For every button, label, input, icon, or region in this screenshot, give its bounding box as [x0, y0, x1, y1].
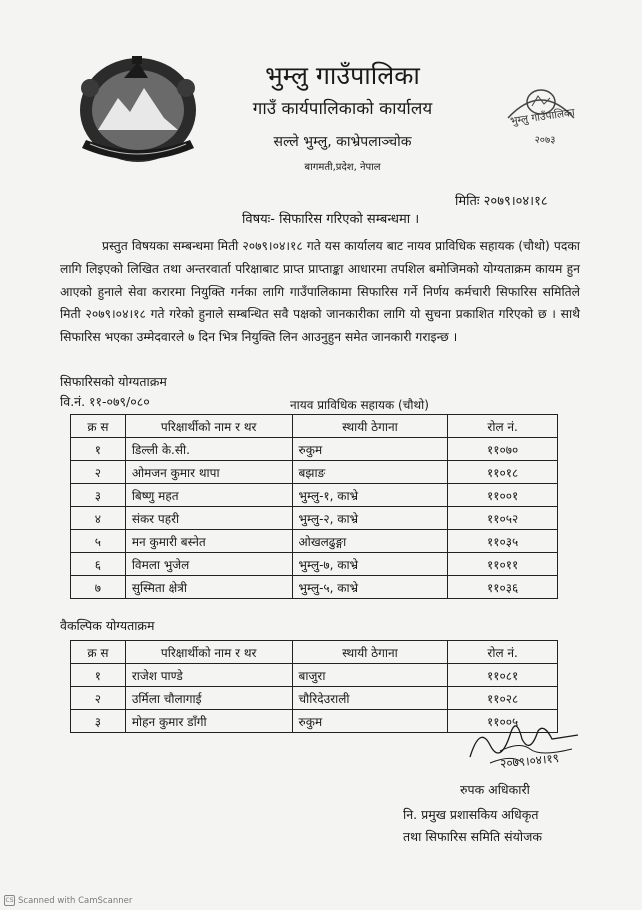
cell-address: रुकुम	[292, 710, 448, 733]
stamp-text: भुम्लु गाउँपालिका	[509, 106, 576, 128]
cell-sn: ७	[71, 576, 126, 599]
table-row	[71, 438, 558, 461]
nepal-emblem-icon	[68, 48, 208, 166]
cell-address: ओखलढुङ्गा	[292, 530, 448, 553]
cell-sn: १	[71, 664, 126, 687]
signature-date: २०७९।०४।१९	[499, 750, 560, 772]
cell-roll: ११०५२	[448, 507, 558, 530]
cell-address: भुम्लु-७, काभ्रे	[292, 553, 448, 576]
cell-roll: ११००१	[448, 484, 558, 507]
cell-name: सुस्मिता क्षेत्री	[125, 576, 292, 599]
col-name-header: परिक्षार्थीको नाम र थर	[125, 415, 292, 438]
cell-name: डिल्ली के.सी.	[125, 438, 292, 461]
municipality-name: भुम्लु गाउँपालिका	[265, 61, 420, 90]
cell-name: बिष्णु महत	[125, 484, 292, 507]
letter-body	[60, 235, 580, 349]
signatory-name: रुपक अधिकारी	[460, 782, 530, 797]
table-row	[71, 664, 558, 687]
office-address: सल्ले भुम्लु, काभ्रेपलाञ्चोक	[273, 134, 412, 150]
cell-address: चौरिदेउराली	[292, 687, 448, 710]
cell-sn: ३	[71, 484, 126, 507]
cell-name: ओमजन कुमार थापा	[125, 461, 292, 484]
cell-name: विमला भुजेल	[125, 553, 292, 576]
table-row	[71, 461, 558, 484]
body-paragraph: प्रस्तुत विषयका सम्बन्धमा मिती २०७९।०४।१८ गते यस कार्यालय बाट नायव प्राविधिक सहायक (चौथो) पदका लागि लिइएको लिखित तथा अन्तरवार्ता परिक्षाबाट प्राप्त प्राप्ताङ्का आधारमा तपशिल बमोजिमको योग्यताक्रम कायम हुन आएको हुनाले सेवा करारमा नियुक्ति गर्नका लागि गाउँपालिकामा सिफारिस गर्ने निर्णय कर्मचारी सिफारिस समितिले मिती २०७९।०४।१८ गते गरेको हुनाले सम्बन्धित सवै पक्षको जानकारीका लागि यो सुचना प्रकाशित गरिएको छ । साथै सिफारिस भएका उम्मेदवारले ७ दिन भित्र नियुक्ति लिन आउनुहुन समेत जानकारी गराइन्छ ।	[60, 239, 580, 345]
letter-date: मितिः २०७९।०४।१८	[455, 194, 548, 209]
cell-roll: ११०७०	[448, 438, 558, 461]
cell-address: भुम्लु-५, काभ्रे	[292, 576, 448, 599]
cell-address: बझाङ	[292, 461, 448, 484]
cell-roll: ११०३६	[448, 576, 558, 599]
cell-roll: ११०८१	[448, 664, 558, 687]
cell-roll: ११००५	[448, 710, 558, 733]
cell-sn: ३	[71, 710, 126, 733]
cell-sn: २	[71, 687, 126, 710]
col-roll-header: रोल नं.	[448, 641, 558, 664]
cell-address: बाजुरा	[292, 664, 448, 687]
post-title: नायव प्राविधिक सहायक (चौथो)	[290, 398, 429, 412]
office-name: गाउँ कार्यपालिकाको कार्यालय	[252, 99, 433, 119]
cell-name: राजेश पाण्डे	[125, 664, 292, 687]
cell-roll: ११०३५	[448, 530, 558, 553]
notice-number: वि.नं. ११-०७९/०८०	[60, 394, 150, 409]
cell-roll: ११०२८	[448, 687, 558, 710]
merit-table	[70, 414, 558, 599]
cell-name: मोहन कुमार डाँगी	[125, 710, 292, 733]
col-roll-header: रोल नं.	[448, 415, 558, 438]
stamp-year: २०७३	[534, 135, 556, 146]
watermark-text: Scanned with CamScanner	[18, 896, 133, 906]
cell-name: मन कुमारी बस्नेत	[125, 530, 292, 553]
cell-sn: ४	[71, 507, 126, 530]
col-name-header: परिक्षार्थीको नाम र थर	[125, 641, 292, 664]
table-header-row	[71, 641, 558, 664]
letter-subject: विषयः- सिफारिस गरिएको सम्बन्धमा ।	[242, 212, 420, 227]
col-sn-header: क्र स	[71, 415, 126, 438]
table-row	[71, 484, 558, 507]
signatory-role: तथा सिफारिस समिति संयोजक	[403, 829, 542, 844]
col-address-header: स्थायी ठेगाना	[292, 415, 448, 438]
table-row	[71, 530, 558, 553]
cell-roll: ११०११	[448, 553, 558, 576]
cell-roll: ११०१८	[448, 461, 558, 484]
cell-name: उर्मिला चौलागाई	[125, 687, 292, 710]
province-line: बागमती,प्रदेश, नेपाल	[304, 162, 381, 173]
cell-name: संकर पहरी	[125, 507, 292, 530]
cell-sn: १	[71, 438, 126, 461]
cell-address: भुम्लु-१, काभ्रे	[292, 484, 448, 507]
alternate-heading: वैकल्पिक योग्यताक्रम	[60, 618, 155, 633]
col-sn-header: क्र स	[71, 641, 126, 664]
table-header-row	[71, 415, 558, 438]
cell-sn: २	[71, 461, 126, 484]
camscanner-icon: CS	[5, 897, 14, 904]
table-row	[71, 576, 558, 599]
cell-address: रुकुम	[292, 438, 448, 461]
table-row	[71, 553, 558, 576]
cell-sn: ६	[71, 553, 126, 576]
table-row	[71, 507, 558, 530]
cell-sn: ५	[71, 530, 126, 553]
signatory-title: नि. प्रमुख प्रशासकिय अधिकृत	[403, 807, 539, 822]
cell-address: भुम्लु-२, काभ्रे	[292, 507, 448, 530]
merit-heading: सिफारिसको योग्यताक्रम	[60, 374, 167, 389]
camscanner-watermark	[4, 895, 132, 906]
col-address-header: स्थायी ठेगाना	[292, 641, 448, 664]
